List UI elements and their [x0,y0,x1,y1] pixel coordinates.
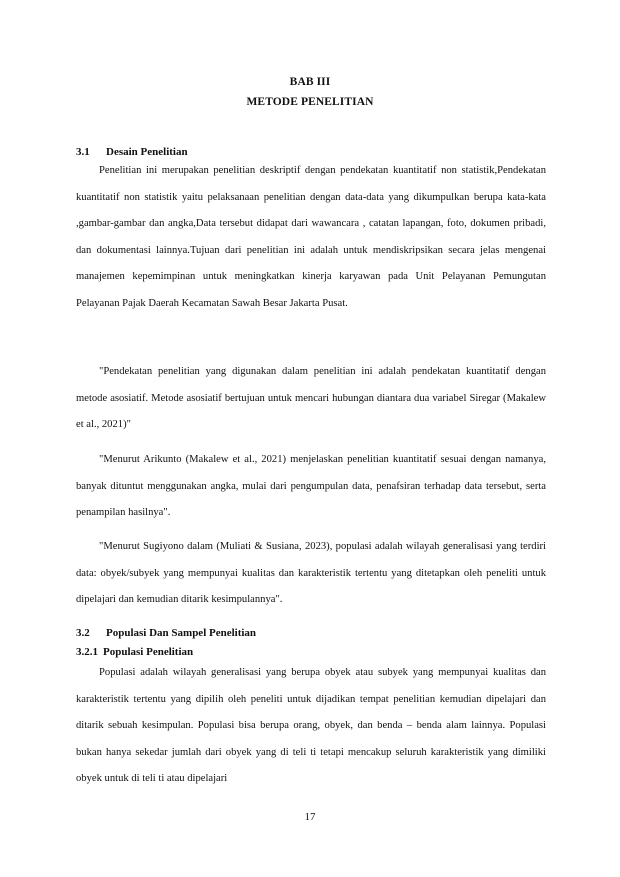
paragraph-desain-2: "Pendekatan penelitian yang digunakan dalam penelitian ini adalah pendekatan kuantitatif dengan metode asosiatif. Metode asosiatif bertujuan untuk mencari hubungan diantara dua variabel Siregar (Makalew et al., 2021)" [76,366,546,431]
chapter-label: BAB III [289,76,331,88]
section-title: Desain Penelitian [106,146,188,158]
chapter-title: METODE PENELITIAN [246,96,374,108]
page-number: 17 [304,811,316,823]
section-title: Populasi Dan Sampel Penelitian [106,627,257,639]
section-title: Populasi Penelitian [103,646,194,658]
section-number: 3.1 [76,146,90,158]
section-number: 3.2.1 [76,646,98,658]
section-heading-3-2-1 [76,646,193,658]
paragraph-populasi-1: Populasi adalah wilayah generalisasi yang berupa obyek atau subyek yang mempunyai kualitas dan karakteristik tertentu yang dipilih oleh peneliti untuk dijadikan tempat penelitian kemudian dipelajari dan ditarik sebuah kesimpulan. Populasi bisa berupa orang, obyek, dan benda – benda alam lainnya. Populasi bukan hanya sekedar jumlah dari obyek yang di teli ti tetapi mencakup seluruh karakteristik yang dimiliki obyek untuk di teli ti atau dipelajari [76,667,546,785]
paragraph-desain-3: "Menurut Arikunto (Makalew et al., 2021) menjelaskan penelitian kuantitatif sesuai dengan namanya, banyak dituntut menggunakan angka, mulai dari pengumpulan data, penafsiran terhadap data tersebut, serta penampilan hasilnya". [76,454,546,519]
section-heading-3-1 [76,146,188,158]
section-heading-3-2 [76,627,256,639]
paragraph-desain-1: Penelitian ini merupakan penelitian deskriptif dengan pendekatan kuantitatif non statistik,Pendekatan kuantitatif non statistik yaitu pelaksanaan penelitian dengan data-data yang dikumpulkan berupa kata-kata ,gambar-gambar dan angka,Data tersebut didapat dari wawancara , catatan lapangan, foto, dokumen pribadi, dan dokumentasi lainnya.Tujuan dari penelitian ini adalah untuk mendiskripsikan secara jelas mengenai manajemen kepemimpinan untuk meningkatkan kinerja karyawan pada Unit Pelayanan Pemungutan Pelayanan Pajak Daerah Kecamatan Sawah Besar Jakarta Pusat. [76,165,546,309]
paragraph-desain-4: "Menurut Sugiyono dalam (Muliati & Susiana, 2023), populasi adalah wilayah generalisasi yang terdiri data: obyek/subyek yang mempunyai kualitas dan karakteristik tertentu yang ditetapkan oleh peneliti untuk dipelajari dan kemudian ditarik kesimpulannya". [76,541,546,606]
section-number: 3.2 [76,627,90,639]
